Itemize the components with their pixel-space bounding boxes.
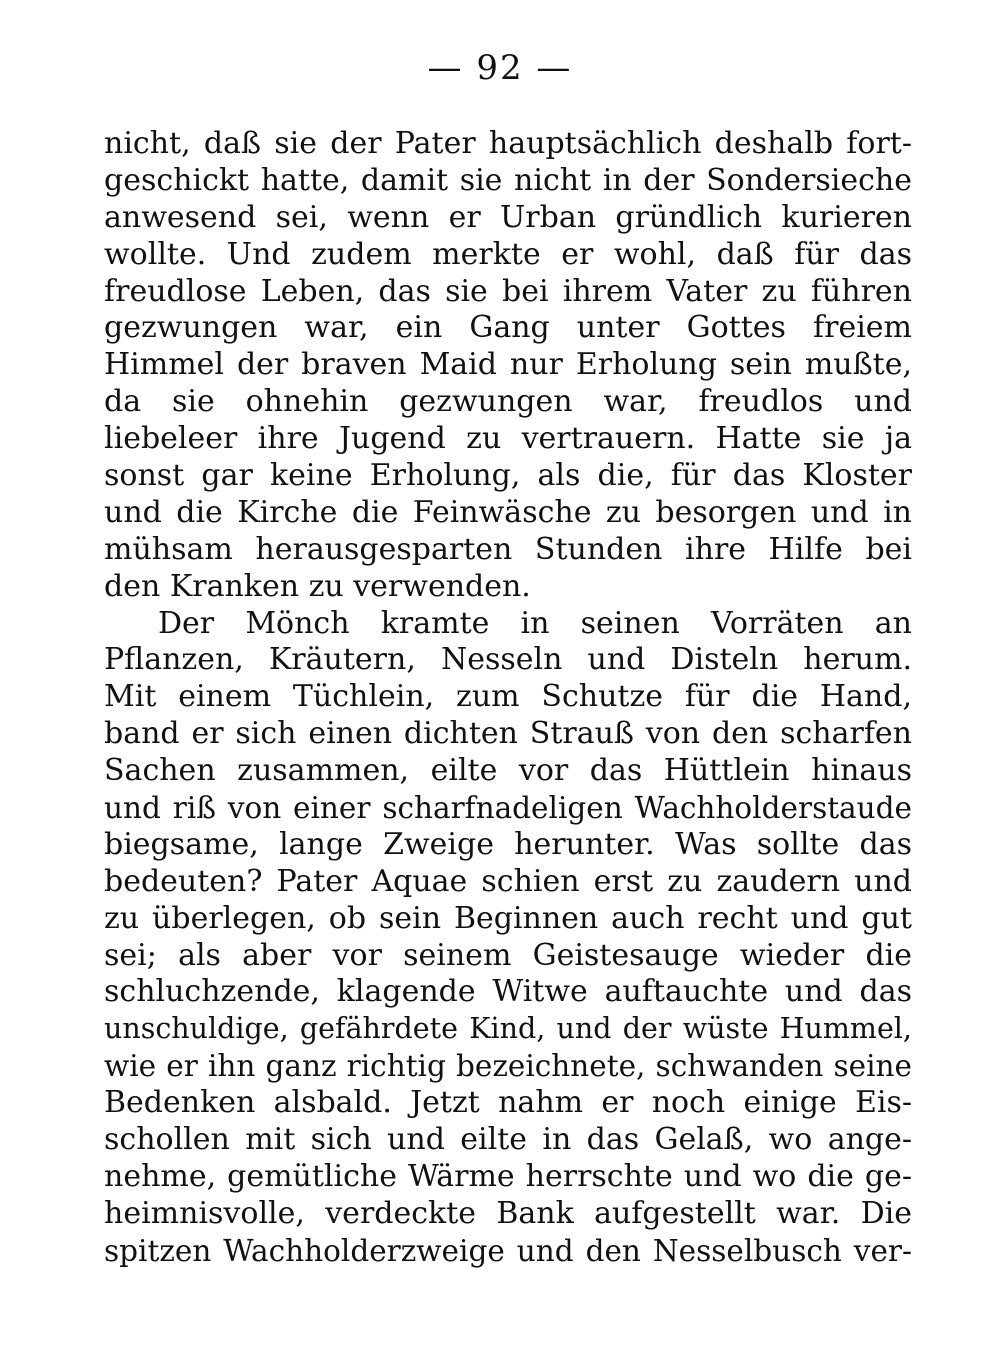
text-line: den Kranken zu verwenden. [104,568,531,604]
text-line: zu überlegen, ob sein Beginnen auch recht und gut [104,900,912,936]
text-line: mühsam herausgesparten Stunden ihre Hilfe bei [104,531,912,567]
text-line: Mit einem Tüchlein, zum Schutze für die Hand, [104,679,912,715]
text-line: wollte. Und zudem merkte er wohl, daß für das [104,236,912,272]
text-line: Pflanzen, Kräutern, Nesseln und Disteln herum. [104,642,912,678]
text-line: nicht, daß sie der Pater hauptsächlich deshalb fort- [104,126,912,161]
text-line: Himmel der braven Maid nur Erholung sein mußte, [104,347,912,383]
text-line: und die Kirche die Feinwäsche zu besorgen und in [104,494,912,530]
text-line: gezwungen war, ein Gang unter Gottes freiem [104,310,912,346]
text-line: sei; als aber vor seinem Geistesauge wieder die [104,937,912,973]
text-line: band er sich einen dichten Strauß von den scharfen [104,716,912,752]
text-line: bedeuten? Pater Aquae schien erst zu zaudern und [104,863,912,899]
text-line: schluchzende, klagende Witwe auftauchte und das [104,974,912,1010]
text-line: schollen mit sich und eilte in das Gelaß, wo ange- [104,1122,912,1158]
text-line: liebeleer ihre Jugend zu vertrauern. Hatte sie ja [104,421,912,457]
text-line: Der Mönch kramte in seinen Vorräten an [158,605,912,641]
text-line: und riß von einer scharfnadeligen Wachholderstaude [104,791,912,826]
text-line: nehme, gemütliche Wärme herrschte und wo die ge- [104,1158,912,1194]
text-line: unschuldige, gefährdete Kind, und der wüste Hummel, [104,1012,912,1046]
text-line: Bedenken alsbald. Jetzt nahm er noch einige Eis- [104,1085,912,1121]
text-line: geschickt hatte, damit sie nicht in der Sondersieche [104,162,912,198]
text-line: wie er ihn ganz richtig bezeichnete, schwanden seine [104,1049,912,1084]
text-line: da sie ohnehin gezwungen war, freudlos und [104,384,912,420]
text-line: heimnisvolle, verdeckte Bank aufgestellt war. Die [104,1195,912,1231]
text-line: Sachen zusammen, eilte vor das Hüttlein hinaus [104,753,912,789]
text-line: spitzen Wachholderzweige und den Nesselbusch ver- [104,1233,912,1268]
text-line: anwesend sei, wenn er Urban gründlich kurieren [104,199,912,235]
body-text [104,126,912,1270]
page-number: — 92 — [427,48,573,88]
text-line: sonst gar keine Erholung, als die, für das Kloster [104,458,912,494]
text-line: biegsame, lange Zweige herunter. Was sollte das [104,826,912,862]
text-line: freudlose Leben, das sie bei ihrem Vater zu führen [104,273,912,309]
